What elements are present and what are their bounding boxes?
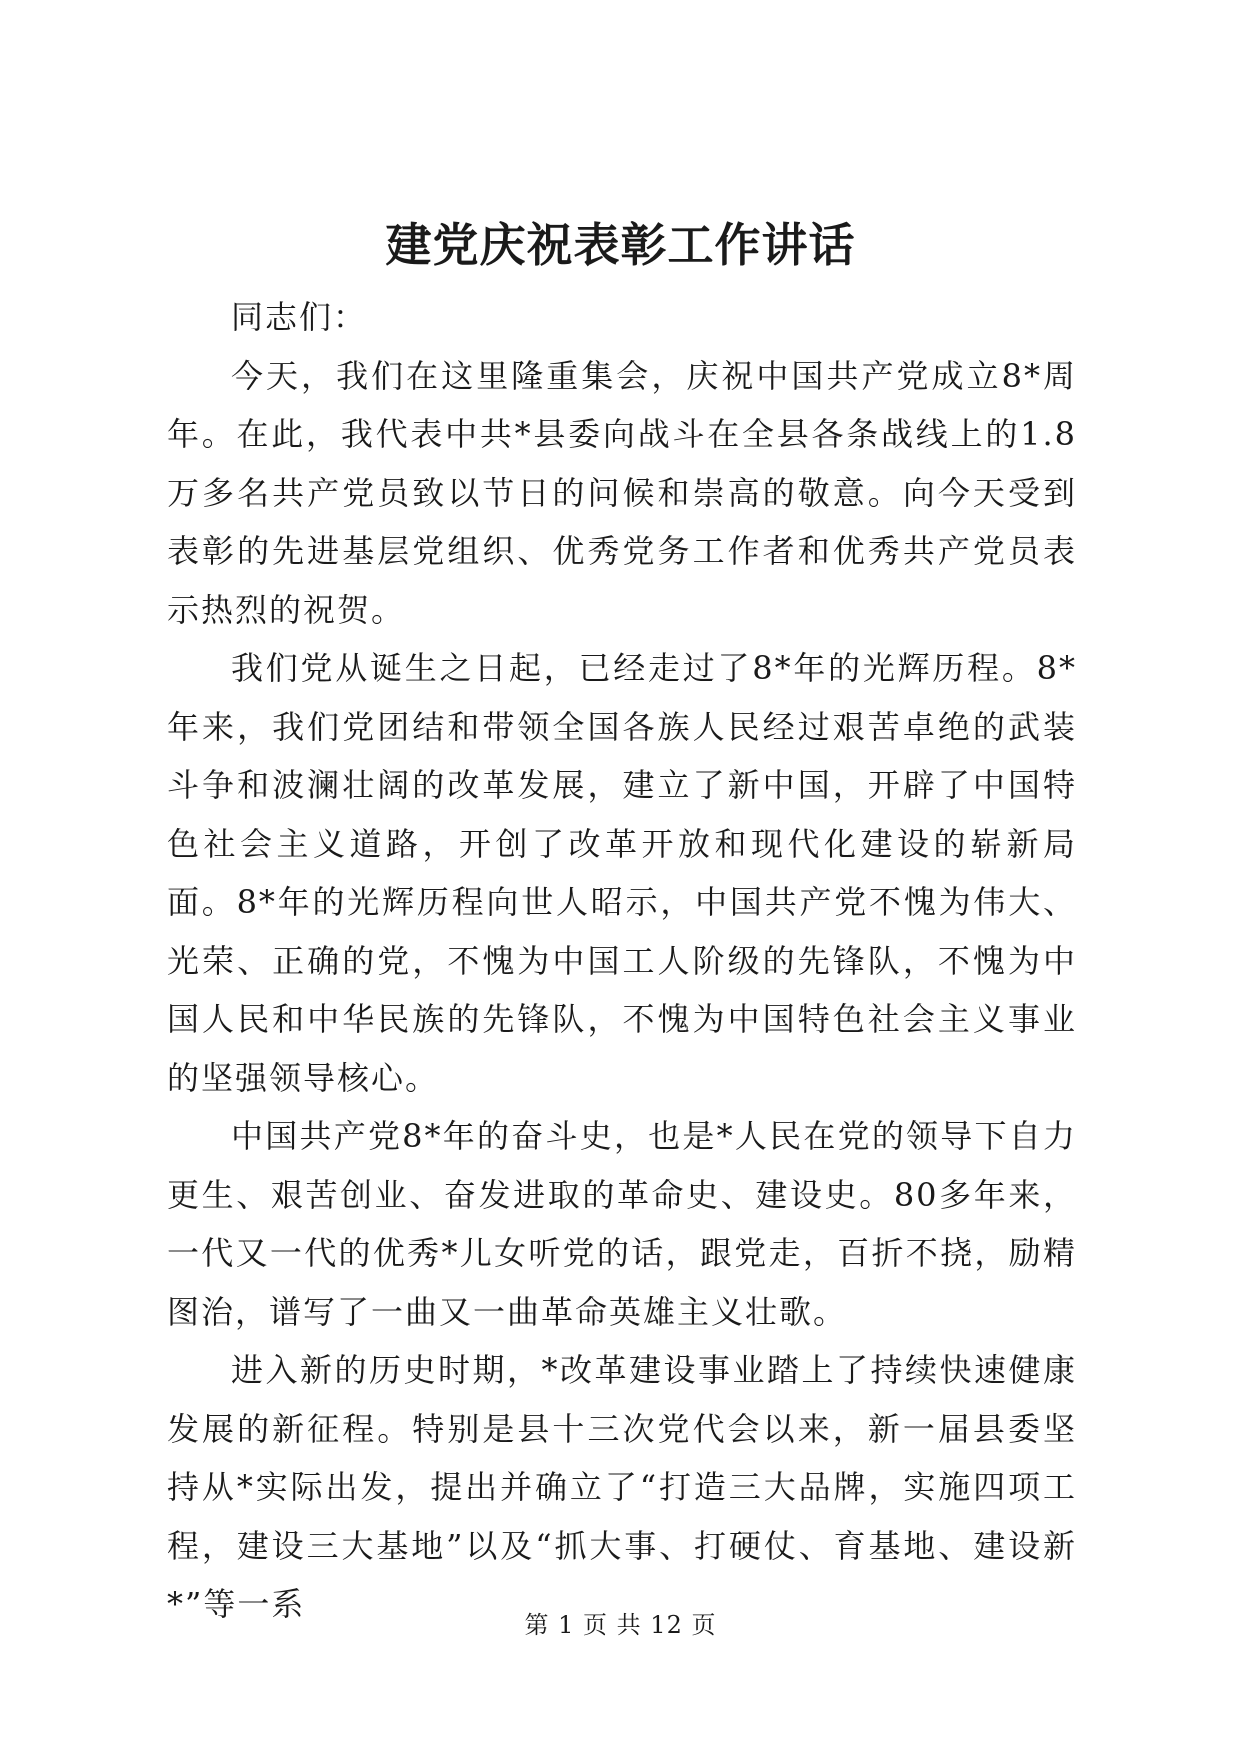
paragraph: 我们党从诞生之日起，已经走过了8*年的光辉历程。8*年来，我们党团结和带领全国各族人民经过艰苦卓绝的武装斗争和波澜壮阔的改革发展，建立了新中国，开辟了中国特色社会主义道路，开创了改革开放和现代化建设的崭新局面。8*年的光辉历程向世人昭示，中国共产党不愧为伟大、光荣、正确的党，不愧为中国工人阶级的先锋队，不愧为中国人民和中华民族的先锋队，不愧为中国特色社会主义事业的坚强领导核心。 xyxy=(167,649,1077,1097)
page-number-footer: 第 1 页 共 12 页 xyxy=(524,1611,717,1639)
paragraph: 进入新的历史时期，*改革建设事业踏上了持续快速健康发展的新征程。特别是县十三次党代会以来，新一届县委坚持从*实际出发，提出并确立了“打造三大品牌，实施四项工程，建设三大基地”以及“抓大事、打硬仗、育基地、建设新*”等一系 xyxy=(167,1351,1077,1623)
paragraph: 今天，我们在这里隆重集会，庆祝中国共产党成立8*周年。在此，我代表中共*县委向战斗在全县各条战线上的1.8万多名共产党员致以节日的问候和崇高的敬意。向今天受到表彰的先进基层党组织、优秀党务工作者和优秀共产党员表示热烈的祝贺。 xyxy=(167,356,1077,629)
paragraph: 中国共产党8*年的奋斗史，也是*人民在党的领导下自力更生、艰苦创业、奋发进取的革命史、建设史。80多年来，一代又一代的优秀*儿女听党的话，跟党走，百折不挠，励精图治，谱写了一曲又一曲革命英雄主义壮歌。 xyxy=(167,1117,1077,1331)
document-title: 建党庆祝表彰工作讲话 xyxy=(385,218,856,272)
document-body xyxy=(167,288,1077,1634)
salutation: 同志们： xyxy=(231,298,368,336)
